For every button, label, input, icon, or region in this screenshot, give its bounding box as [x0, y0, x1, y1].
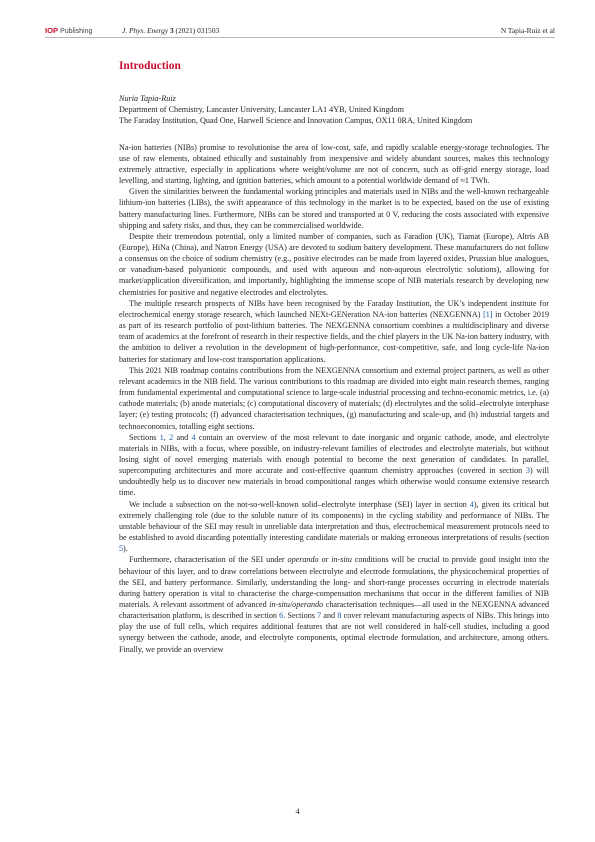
- body-paragraph: [119, 142, 549, 187]
- running-author: N Tapia-Ruiz et al: [500, 26, 555, 35]
- section-title: Introduction: [119, 60, 181, 72]
- affiliation-1: Department of Chemistry, Lancaster University, Lancaster LA1 4YB, United Kingdom: [119, 105, 404, 115]
- cross-reference-link[interactable]: 3: [525, 466, 530, 476]
- body-paragraph: [119, 499, 549, 555]
- body-paragraph: [119, 231, 549, 298]
- publisher-logo[interactable]: [45, 26, 92, 35]
- body-text: [119, 142, 549, 655]
- cross-reference-link[interactable]: 5: [119, 544, 124, 554]
- affiliation-2: The Faraday Institution, Quad One, Harwell Science and Innovation Campus, OX11 0RA, United Kingdom: [119, 116, 473, 126]
- cross-reference-link[interactable]: 4: [469, 499, 474, 509]
- iop-logo-text: IOP: [45, 26, 59, 35]
- text-run: conditions will be crucial to provide good insight into the behaviour of this layer, and to draw correlations between electrolyte and electrode formulations, the physicochemical properties of the SEI, and battery performance. Similarly, understanding the long- and short-range processes occurring in electrode materials during battery operation is vital to characterise the charge-compensation mechanisms that occur in the different families of NIB materials. A relevant assortment of advanced: [119, 555, 549, 610]
- journal-citation: [122, 26, 219, 35]
- page-number: 4: [295, 807, 300, 816]
- text-run: and: [321, 611, 338, 621]
- body-paragraph: [119, 365, 549, 432]
- text-run: This 2021 NIB roadmap contains contributions from the NEXGENNA consortium and external project partners, as well as other relevant academics in the NIB field. The various contributions to this roadmap are divided into eight main research themes, ranging from fundamental experimental and computational science to large-scale industrial processing and techno-economic metrics, i.e. (a) cathode materials; (b) anode materials; (c) computational discovery of materials; (d) electrolytes and the solid–electrolyte interphase layer; (e) testing protocols; (f) advanced characterisation techniques, (g) manufacturing and scale-up, and (h) industrial targets and technoeconomics, totalling eight sections.: [119, 365, 549, 431]
- text-run: The multiple research prospects of NIBs have been recognised by the Faraday Institution, the UK’s independent institute for electrochemical energy storage research, which launched NEXt-GENeration NA-ion batteries (NEXGENNA): [119, 298, 549, 319]
- cross-reference-link[interactable]: 7: [317, 611, 322, 621]
- text-run: Given the similarities between the fundamental working principles and materials used in NIBs and the well-known rechargeable lithium-ion batteries (LIBs), the swift appearance of this technology in the market is to be expected, based on the use of existing battery manufacturing lines. Furthermore, NIBs can be stored and transported at 0 V, reducing the costs associated with expensive shipping and safety risks, and thus, they can be commercialised worldwide.: [119, 187, 549, 230]
- italic-term: in-situ: [331, 555, 352, 565]
- text-run: and: [173, 432, 192, 442]
- body-paragraph: [119, 298, 549, 365]
- journal-year-article: (2021) 031503: [173, 26, 220, 35]
- cross-reference-link[interactable]: 1: [159, 432, 164, 442]
- text-run: Despite their tremendous potential, only a limited number of companies, such as Faradion (UK), Tiamat (Europe), Altris AB (Europe), HiNa (China), and Natron Energy (USA) are devoted to sodium battery development. These manufacturers do not follow a consensus on the choice of sodium chemistry (e.g., positive electrodes can be made from layered oxides, Prussian blue analogues, or vanadium-based polyanionic compounds, and used with aqueous and non-aqueous electrolytic solutions), allowing for market/application diversification, and importantly, highlighting the immense scope of NIB materials research by developing new chemistries for positive and negative electrodes and electrolytes.: [119, 231, 549, 297]
- text-run: We include a subsection on the not-so-well-known solid–electrolyte interphase (SEI) layer in section: [129, 499, 470, 509]
- cross-reference-link[interactable]: 4: [191, 432, 196, 442]
- text-run: contain an overview of the most relevant to date inorganic and organic cathode, anode, and electrolyte materials in NIBs, with a focus, where possible, on industry-relevant families of electrodes and electrolyte materials, but without losing sight of novel emerging materials with enough potential to become the next generation of candidates. In parallel, supercomputing architectures and more accurate and cost-effective quantum chemistry approaches (covered in section: [119, 432, 550, 476]
- italic-term: in-situ/operando: [269, 600, 324, 610]
- publisher-name: Publishing: [60, 28, 93, 35]
- text-run: ) will undoubtedly help us to discover new materials in broad compositional ranges which otherwise would consume extensive research time.: [119, 466, 549, 498]
- text-run: . Sections: [283, 611, 318, 621]
- text-run: Na-ion batteries (NIBs) promise to revolutionise the area of low-cost, safe, and rapidly scalable energy-storage technologies. The use of raw elements, obtained ethically and sustainably from inexpensive and widely abundant sources, makes this technology extremely attractive, especially in applications where weight/volume are not of concern, such as off-grid energy storage, load levelling, and starting, lighting, and ignition batteries, which amount to a potential worldwide demand of ≈1 TWh.: [119, 142, 549, 186]
- cross-reference-link[interactable]: 8: [337, 611, 342, 621]
- journal-name: J. Phys. Energy: [122, 26, 169, 35]
- text-run: ,: [163, 432, 170, 442]
- text-run: Sections: [129, 432, 160, 442]
- text-run: ), given its critical but extremely challenging role (due to the soluble nature of its components) in the cycling stability and performance of NIBs. The unstable behaviour of the SEI may result in unreliable data interpretation and thus, electrochemical measurement protocols need to be established to avoid discarding potentially interesting candidate materials or making erroneous interpretations of results (section: [119, 499, 549, 543]
- article-content: [119, 59, 549, 655]
- body-paragraph: [119, 554, 549, 654]
- journal-volume: 3: [169, 26, 174, 35]
- text-run: in October 2019 as part of its research portfolio of post-lithium batteries. The NEXGENNA consortium combines a multidisciplinary and diverse team of academics at the forefront of research in their respective fields, and the chief players in the UK Na-ion battery industry, with the ambition to deliver a revolution in the development of high-performance, cost-competitive, safe, and long cycle-life Na-ion batteries for stationary and low-cost transportation applications.: [119, 309, 550, 364]
- body-paragraph: [119, 432, 549, 499]
- text-run: cover relevant manufacturing aspects of NIBs. This brings into play the use of full cells, which requires additional features that are not well considered in half-cell studies, including a good synergy between the cathode, anode, and electrolyte components, optimal electrode formulation, and architecture, among others. Finally, we provide an overview: [119, 611, 549, 654]
- text-run: ).: [123, 544, 128, 554]
- text-run: or: [318, 555, 332, 565]
- header-rule: [45, 37, 555, 38]
- author-name: Nuria Tapia-Ruiz: [119, 94, 176, 103]
- cross-reference-link[interactable]: 6: [279, 611, 284, 621]
- body-paragraph: [119, 186, 549, 231]
- text-run: Furthermore, characterisation of the SEI under: [129, 555, 288, 565]
- text-run: characterisation techniques—all used in the NEXGENNA advanced characterisation platform, is described in section: [119, 600, 549, 621]
- italic-term: operando: [287, 555, 319, 565]
- cross-reference-link[interactable]: 2: [169, 432, 174, 442]
- cross-reference-link[interactable]: [1]: [483, 309, 493, 319]
